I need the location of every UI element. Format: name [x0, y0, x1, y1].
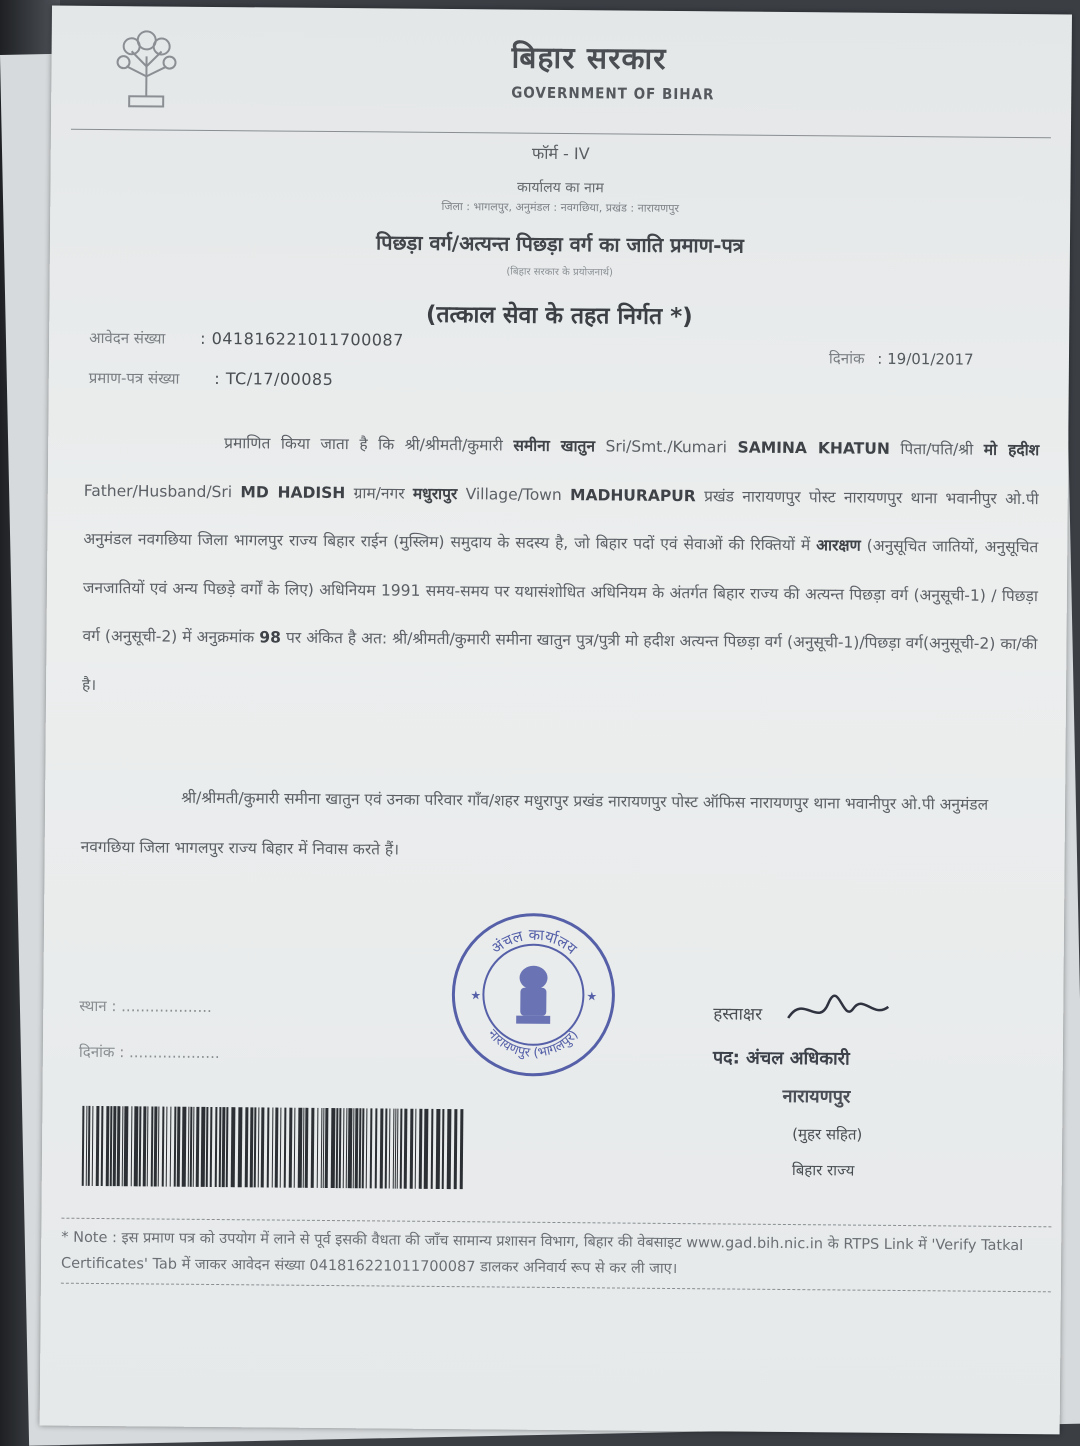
barcode-bar — [92, 1106, 94, 1186]
barcode-bar — [258, 1107, 260, 1187]
barcode-bar — [454, 1109, 458, 1189]
barcode-bar — [82, 1106, 85, 1186]
father-name-english: MD HADISH — [240, 482, 346, 502]
application-number-row — [89, 328, 404, 351]
father-name-hindi: मो हदीश — [983, 440, 1040, 460]
body-text: ग्राम/नगर — [353, 483, 405, 503]
barcode-bar — [375, 1108, 378, 1188]
signature-label: हस्ताक्षर — [713, 1004, 763, 1025]
body-text: पर अंकित है अत: श्री/श्रीमती/कुमारी समीना खातुन पुत्र/पुत्री मो हदीश अत्यन्त पिछड़ा वर्ग (अनुसूची-1)/पिछड़ा वर्ग(अनुसूची-2) का/की है। — [82, 628, 1038, 694]
barcode-bar — [166, 1107, 168, 1187]
serial-number: 98 — [259, 628, 281, 647]
issue-date-row — [829, 348, 974, 369]
office-detail: जिला : भागलपुर, अनुमंडल : नवगछिया, प्रखंड : नारायणपुर — [441, 199, 680, 216]
residence-paragraph: श्री/श्रीमती/कुमारी समीना खातुन एवं उनका परिवार गाँव/शहर मधुरापुर प्रखंड नारायणपुर पोस्ट ऑफिस नारायणपुर थाना भवानीपुर ओ.पी अनुमंडल नवगछिया जिला भागलपुर राज्य बिहार में निवास करते हैं। — [80, 788, 989, 859]
barcode-bar — [415, 1109, 417, 1189]
barcode-bar — [193, 1107, 195, 1187]
barcode-bar — [201, 1107, 206, 1187]
barcode-bar — [436, 1109, 441, 1189]
applicant-name-english: SAMINA KHATUN — [737, 438, 890, 458]
barcode-bar — [245, 1107, 249, 1187]
body-text: प्रमाणित किया जाता है कि श्री/श्रीमती/कुमारी — [224, 434, 503, 455]
barcode-bar — [419, 1109, 423, 1189]
barcode-bar — [162, 1107, 165, 1187]
barcode-bar — [196, 1107, 200, 1187]
barcode-bar — [380, 1108, 384, 1188]
barcode-bar — [311, 1108, 315, 1188]
village-hindi: मधुरापुर — [412, 484, 458, 503]
barcode-bar — [424, 1109, 429, 1189]
barcode-bar — [370, 1108, 373, 1188]
barcode-bar — [134, 1106, 139, 1186]
barcode-bar — [431, 1109, 434, 1189]
barcode-bar — [147, 1106, 149, 1186]
barcode-bar — [289, 1108, 293, 1188]
barcode-bar — [124, 1106, 129, 1186]
verification-note: * Note : इस प्रमाण पत्र को उपयोग में लाने से पूर्व इसकी वैधता की जाँच सामान्य प्रशासन विभाग, बिहार की वेबसाइट www.gad.bih.nic.in के RTPS Link में 'Verify Tatkal Certificates' Tab में जाकर आवेदन संख्या 041816221011700087 डालकर अनिवार्य रूप से कर ली जाए। — [61, 1218, 1052, 1293]
seal-top-text: अंचल कार्यालय — [487, 925, 581, 958]
barcode-bar — [410, 1109, 414, 1189]
barcode-bar — [210, 1107, 213, 1187]
barcode-bar — [272, 1108, 274, 1188]
barcode-bar — [261, 1107, 265, 1187]
body-text: पिता/पति/श्री — [900, 439, 974, 459]
barcode — [82, 1106, 473, 1189]
barcode-bar — [254, 1107, 257, 1187]
office-name: कार्यालय का नाम — [516, 179, 604, 197]
barcode-bar — [305, 1108, 309, 1188]
body-text: Father/Husband/Sri — [83, 481, 233, 501]
barcode-bar — [404, 1109, 408, 1189]
barcode-bar — [215, 1107, 218, 1187]
body-text: (अनुसूचित जातियों, अनुसूचित जनजातियों एवं अन्य पिछड़े वर्गों के लिए) अधिनियम 1991 समय-समय पर यथासंशोधित अधिनियम के अंतर्गत बिहार राज्य की अत्यन्त पिछड़ा वर्ग (अनुसूची-1) / पिछड़ा वर्ग (अनुसूची-2) में अनुक्रमांक — [82, 536, 1039, 647]
barcode-bar — [325, 1108, 329, 1188]
barcode-bar — [139, 1106, 142, 1186]
issue-date-label: दिनांक — [828, 349, 865, 368]
signing-office: नारायणपुर — [782, 1085, 851, 1108]
svg-text:★: ★ — [586, 989, 598, 1004]
state-label: बिहार राज्य — [791, 1161, 855, 1180]
barcode-bar — [447, 1109, 452, 1189]
certificate-title: पिछड़ा वर्ग/अत्यन्त पिछड़ा वर्ग का जाति प्रमाण-पत्र — [375, 230, 744, 258]
applicant-name-hindi: समीना खातुन — [513, 436, 596, 456]
form-number: फॉर्म - IV — [531, 143, 590, 164]
certificate-body-paragraph — [82, 418, 1040, 717]
certificate-number-value: : TC/17/00085 — [214, 368, 334, 390]
barcode-bar — [317, 1108, 319, 1188]
body-text: प्रखंड नारायणपुर पोस्ट नारायणपुर थाना भवानीपुर ओ.पी अनुमंडल नवगछिया जिला भागलपुर राज्य बिहार राईन (मुस्लिम) समुदाय के सदस्य है, जो बिहार पदों एवं सेवाओं की रिक्तियों में — [83, 486, 1039, 555]
barcode-bar — [275, 1108, 279, 1188]
barcode-bar — [231, 1107, 236, 1187]
barcode-bar — [96, 1106, 100, 1186]
barcode-bar — [385, 1109, 388, 1189]
bihar-emblem-icon — [111, 26, 182, 112]
application-number-value: : 041816221011700087 — [200, 328, 404, 350]
office-seal-stamp — [448, 909, 619, 1080]
seal-note: (मुहर सहित) — [792, 1125, 863, 1144]
barcode-bar — [362, 1108, 365, 1188]
certificate-sheet — [40, 6, 1072, 1435]
barcode-bar — [226, 1107, 229, 1187]
place-field: स्थान : ................... — [79, 996, 212, 1016]
barcode-bar — [339, 1108, 342, 1188]
reservation-word: आरक्षण — [816, 536, 861, 555]
body-text: Village/Town — [465, 484, 562, 504]
barcode-bar — [280, 1108, 282, 1188]
barcode-bar — [460, 1109, 464, 1189]
barcode-bar — [177, 1107, 181, 1187]
certificate-number-row — [89, 368, 334, 390]
certificate-number-label: प्रमाण-पत्र संख्या — [88, 368, 180, 388]
barcode-bar — [170, 1107, 172, 1187]
barcode-bar — [182, 1107, 187, 1187]
barcode-bar — [206, 1107, 209, 1187]
government-english-title: GOVERNMENT OF BIHAR — [511, 83, 715, 104]
government-hindi-title: बिहार सरकार — [511, 40, 667, 77]
barcode-bar — [88, 1106, 91, 1186]
body-text: Sri/Smt./Kumari — [605, 437, 728, 457]
designation: पद: अंचल अधिकारी — [712, 1047, 850, 1070]
barcode-bar — [442, 1109, 445, 1189]
issue-date-value: : 19/01/2017 — [877, 349, 974, 369]
tatkal-heading: (तत्काल सेवा के तहत निर्गत *) — [425, 301, 693, 331]
date-field: दिनांक : ................... — [78, 1042, 220, 1063]
barcode-bar — [389, 1109, 391, 1189]
certificate-subtitle: (बिहार सरकार के प्रयोजनार्थ) — [506, 266, 614, 279]
handwritten-signature-icon — [783, 988, 893, 1031]
application-number-label: आवेदन संख्या — [89, 328, 166, 348]
barcode-bar — [400, 1109, 403, 1189]
village-english: MADHURAPUR — [570, 485, 696, 505]
barcode-bar — [331, 1108, 336, 1188]
letterhead — [71, 14, 1052, 139]
svg-text:★: ★ — [470, 988, 482, 1003]
barcode-bar — [397, 1109, 399, 1189]
barcode-bar — [348, 1108, 353, 1188]
barcode-bar — [298, 1108, 303, 1188]
barcode-bar — [366, 1108, 368, 1188]
barcode-bar — [117, 1106, 121, 1186]
barcode-bar — [131, 1106, 133, 1186]
svg-text:अंचल कार्यालय — [487, 925, 580, 958]
barcode-bar — [238, 1107, 243, 1187]
barcode-bar — [267, 1107, 270, 1187]
barcode-bar — [101, 1106, 104, 1186]
barcode-bar — [294, 1108, 296, 1188]
barcode-bar — [284, 1108, 287, 1188]
seal-bottom-text: नारायणपुर (भागलपुर) — [484, 1026, 582, 1061]
barcode-bar — [343, 1108, 345, 1188]
barcode-bar — [158, 1107, 160, 1187]
